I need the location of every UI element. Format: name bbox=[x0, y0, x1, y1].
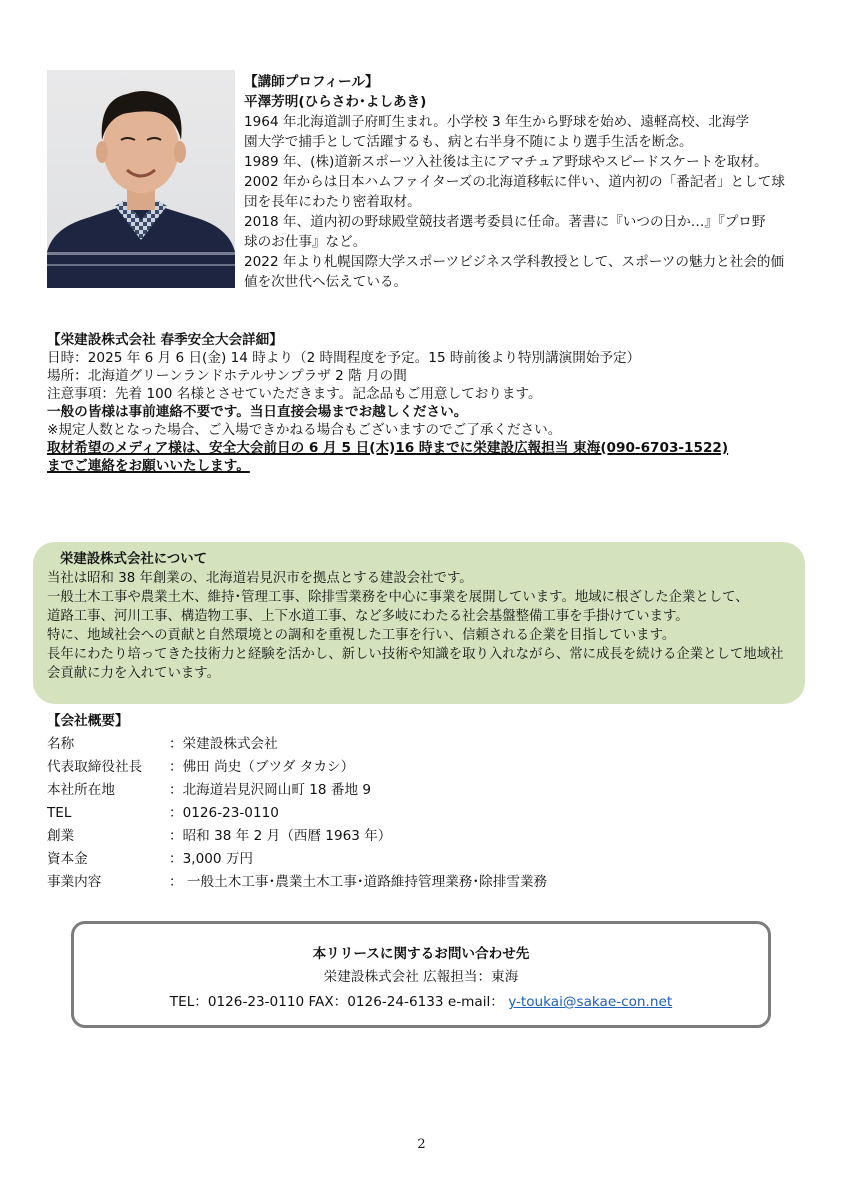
contact-details bbox=[74, 990, 768, 1015]
company-row bbox=[47, 802, 547, 825]
profile-line: 1989 年、(株)道新スポーツ入社後は主にアマチュア野球やスピードスケートを取材。 bbox=[244, 154, 768, 170]
event-heading: 【栄建設株式会社 春季安全大会詳細】 bbox=[47, 332, 283, 348]
company-row-value: ：佛田 尚史（ブツダ タカシ） bbox=[169, 759, 355, 775]
speaker-name: 平澤芳明(ひらさわ･よしあき) bbox=[244, 94, 427, 110]
company-row-label: 創業 bbox=[47, 828, 75, 844]
about-line: 会貢献に力を入れています。 bbox=[47, 666, 221, 681]
company-row-value: ：0126-23-0110 bbox=[169, 805, 279, 821]
company-row-value: ： 一般土木工事･農業土木工事･道路維持管理業務･除排雪業務 bbox=[169, 874, 548, 890]
about-line: 当社は昭和 38 年創業の、北海道岩見沢市を拠点とする建設会社です。 bbox=[47, 571, 473, 586]
company-row-label: 名称 bbox=[47, 736, 75, 752]
profile-line: 2018 年、道内初の野球殿堂競技者選考委員に任命。著書に『いつの日か…』『プロ野 bbox=[244, 214, 766, 230]
speaker-profile bbox=[244, 72, 804, 292]
profile-line: 2022 年より札幌国際大学スポーツビジネス学科教授として、スポーツの魅力と社会的価 bbox=[244, 254, 785, 270]
contact-title: 本リリースに関するお問い合わせ先 bbox=[312, 946, 530, 962]
company-heading: 【会社概要】 bbox=[47, 713, 129, 729]
company-overview bbox=[47, 711, 547, 894]
media-request-line-1: 取材希望のメディア様は、安全大会前日の 6 月 5 日(木)16 時までに栄建設広報担当 東海(090-6703-1522) bbox=[47, 440, 729, 456]
company-row-label: 資本金 bbox=[47, 851, 88, 867]
contact-person: 栄建設株式会社 広報担当：東海 bbox=[323, 969, 519, 985]
company-row-value: ：栄建設株式会社 bbox=[169, 736, 278, 752]
profile-line: 球のお仕事』など。 bbox=[244, 234, 367, 250]
company-row bbox=[47, 871, 547, 894]
event-no-contact-notice: 一般の皆様は事前連絡不要です。当日直接会場までお越しください。 bbox=[47, 404, 468, 420]
contact-email-link[interactable]: y-toukai@sakae-con.net bbox=[508, 994, 673, 1010]
company-row-value: ：北海道岩見沢岡山町 18 番地 9 bbox=[169, 782, 372, 798]
event-capacity-note: ※規定人数となった場合、ご入場できかねる場合もございますのでご了承ください。 bbox=[47, 422, 562, 438]
profile-line: 1964 年北海道訓子府町生まれ。小学校 3 年生から野球を始め、遠軽高校、北海学 bbox=[244, 114, 750, 130]
page-number: 2 bbox=[417, 1137, 426, 1152]
company-row bbox=[47, 825, 547, 848]
company-row bbox=[47, 779, 547, 802]
company-row-value: ：昭和 38 年 2 月（西暦 1963 年） bbox=[169, 828, 392, 844]
event-notes: 注意事項：先着 100 名様とさせていただきます。記念品もご用意しております。 bbox=[47, 386, 542, 402]
event-place: 場所：北海道グリーンランドホテルサンプラザ 2 階 月の間 bbox=[47, 368, 407, 384]
profile-heading: 【講師プロフィール】 bbox=[244, 74, 379, 90]
event-datetime: 日時：2025 年 6 月 6 日(金) 14 時より（2 時間程度を予定。15 時前後より特別講演開始予定） bbox=[47, 350, 641, 366]
company-row-label: TEL bbox=[47, 805, 72, 821]
about-heading: 栄建設株式会社について bbox=[60, 552, 208, 567]
company-row-label: 事業内容 bbox=[47, 874, 102, 890]
company-row bbox=[47, 756, 547, 779]
company-row bbox=[47, 733, 547, 756]
company-row bbox=[47, 848, 547, 871]
about-line: 道路工事、河川工事、構造物工事、上下水道工事、など多岐にわたる社会基盤整備工事を手掛けています。 bbox=[47, 609, 689, 624]
profile-line: 値を次世代へ伝えている。 bbox=[244, 274, 408, 290]
about-line: 一般土木工事や農業土木、維持･管理工事、除排雪業務を中心に事業を展開しています。地域に根ざした企業として、 bbox=[47, 590, 749, 605]
company-row-label: 本社所在地 bbox=[47, 782, 115, 798]
media-request-line-2: までご連絡をお願いいたします。 bbox=[47, 458, 250, 474]
profile-line: 2002 年からは日本ハムファイターズの北海道移転に伴い、道内初の「番記者」として球 bbox=[244, 174, 785, 190]
about-company-box bbox=[33, 542, 805, 704]
event-details bbox=[47, 331, 807, 475]
about-line: 長年にわたり培ってきた技術力と経験を活かし、新しい技術や知識を取り入れながら、常に成長を続ける企業として地域社 bbox=[47, 647, 784, 662]
contact-box bbox=[71, 921, 771, 1028]
company-row-value: ：3,000 万円 bbox=[169, 851, 254, 867]
profile-line: 園大学で捕手として活躍するも、病と右半身不随により選手生活を断念。 bbox=[244, 134, 693, 150]
about-line: 特に、地域社会への貢献と自然環境との調和を重視した工事を行い、信頼される企業を目指しています。 bbox=[47, 628, 676, 643]
company-row-label: 代表取締役社長 bbox=[47, 759, 143, 775]
contact-phone-fax: TEL：0126-23-0110 FAX：0126-24-6133 e-mail： bbox=[169, 994, 504, 1010]
profile-line: 団を長年にわたり密着取材。 bbox=[244, 194, 421, 210]
speaker-portrait-illustration bbox=[47, 70, 235, 288]
speaker-photo bbox=[47, 70, 235, 288]
